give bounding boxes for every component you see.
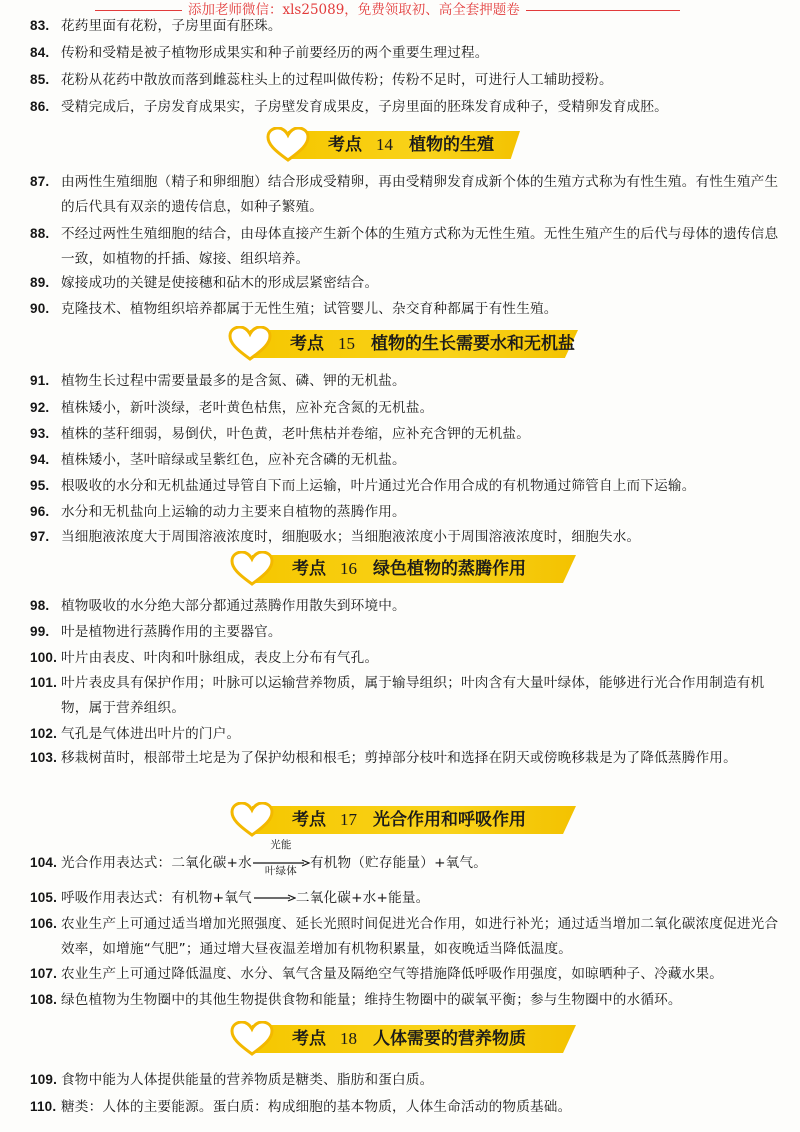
watermark-text: 添加老师微信：xls25089，免费领取初、高全套押题卷 bbox=[182, 0, 526, 20]
list-item: 102. 气孔是气体进出叶片的门户。 bbox=[30, 726, 241, 742]
section-title: 考点 15 植物的生长需要水和无机盐 bbox=[290, 334, 575, 354]
section-banner bbox=[266, 127, 520, 161]
list-item: 91. 植物生长过程中需要量最多的是含氮、磷、钾的无机盐。 bbox=[30, 373, 406, 389]
list-item: 83. 花药里面有花粉，子房里面有胚珠。 bbox=[30, 18, 282, 34]
list-item: 95. 根吸收的水分和无机盐通过导管自下而上运输，叶片通过光合作用合成的有机物通过筛管自上而下运输。 bbox=[30, 478, 696, 494]
section-title: 考点 18 人体需要的营养物质 bbox=[292, 1029, 526, 1049]
list-item: 103. 移栽树苗时，根部带土坨是为了保护幼根和根毛；剪掉部分枝叶和选择在阴天或傍晚移栽是为了降低蒸腾作用。 bbox=[30, 750, 737, 766]
list-item: 92. 植株矮小，新叶淡绿，老叶黄色枯焦，应补充含氮的无机盐。 bbox=[30, 400, 434, 416]
list-item: 88. 不经过两性生殖细胞的结合，由母体直接产生新个体的生殖方式称为无性生殖。无性生殖产生的后代与母体的遗传信息一致，如植物的扦插、嫁接、组织培养。 bbox=[30, 226, 779, 267]
section-title: 考点 14 植物的生殖 bbox=[328, 135, 494, 155]
list-item: 100. 叶片由表皮、叶肉和叶脉组成，表皮上分布有气孔。 bbox=[30, 650, 379, 666]
list-item: 89. 嫁接成功的关键是使接穗和砧木的形成层紧密结合。 bbox=[30, 275, 379, 291]
section-banner bbox=[230, 802, 576, 836]
list-item: 101. 叶片表皮具有保护作用；叶脉可以运输营养物质，属于输导组织；叶肉含有大量叶绿体，能够进行光合作用制造有机物，属于营养组织。 bbox=[30, 675, 765, 716]
list-item: 96. 水分和无机盐向上运输的动力主要来自植物的蒸腾作用。 bbox=[30, 504, 406, 520]
section-banner bbox=[228, 326, 578, 360]
section-banner bbox=[230, 551, 576, 585]
list-item: 84. 传粉和受精是被子植物形成果实和种子前要经历的两个重要生理过程。 bbox=[30, 45, 489, 61]
list-item: 99. 叶是植物进行蒸腾作用的主要器官。 bbox=[30, 624, 282, 640]
heart-icon bbox=[230, 551, 274, 587]
formula-respiration: 105. 呼吸作用表达式：有机物+氧气 二氧化碳+水+能量。 bbox=[30, 890, 430, 906]
list-item: 86. 受精完成后，子房发育成果实，子房壁发育成果皮，子房里面的胚珠发育成种子，受精卵发育成胚。 bbox=[30, 99, 668, 115]
section-title: 考点 17 光合作用和呼吸作用 bbox=[292, 810, 526, 830]
arrow-icon bbox=[252, 893, 296, 903]
reaction-arrow: 光能 叶绿体 bbox=[252, 853, 310, 873]
heart-icon bbox=[266, 127, 310, 163]
list-item: 97. 当细胞液浓度大于周围溶液浓度时，细胞吸水；当细胞液浓度小于周围溶液浓度时，细胞失水。 bbox=[30, 529, 641, 545]
formula-photosynthesis: 104. 光合作用表达式：二氧化碳+水 光能 叶绿体 有机物（贮存能量）+氧气。 bbox=[30, 839, 488, 877]
section-title: 考点 16 绿色植物的蒸腾作用 bbox=[292, 559, 526, 579]
heart-icon bbox=[230, 802, 274, 838]
heart-icon bbox=[228, 326, 272, 362]
list-item: 94. 植株矮小，茎叶暗绿或呈紫红色，应补充含磷的无机盐。 bbox=[30, 452, 406, 468]
section-banner bbox=[230, 1021, 576, 1055]
list-item: 110. 糖类：人体的主要能源。蛋白质：构成细胞的基本物质，人体生命活动的物质基础。 bbox=[30, 1099, 572, 1115]
list-item: 107. 农业生产上可通过降低温度、水分、氧气含量及隔绝空气等措施降低呼吸作用强度，如晾晒种子、冷藏水果。 bbox=[30, 966, 724, 982]
list-item: 87. 由两性生殖细胞（精子和卵细胞）结合形成受精卵，再由受精卵发育成新个体的生殖方式称为有性生殖。有性生殖产生的后代具有双亲的遗传信息，如种子繁殖。 bbox=[30, 174, 779, 215]
list-item: 109. 食物中能为人体提供能量的营养物质是糖类、脂肪和蛋白质。 bbox=[30, 1072, 434, 1088]
list-item: 93. 植株的茎秆细弱，易倒伏，叶色黄，老叶焦枯并卷缩，应补充含钾的无机盐。 bbox=[30, 426, 530, 442]
list-item: 108. 绿色植物为生物圈中的其他生物提供食物和能量；维持生物圈中的碳氧平衡；参与生物圈中的水循环。 bbox=[30, 992, 682, 1008]
list-item: 90. 克隆技术、植物组织培养都属于无性生殖；试管婴儿、杂交育种都属于有性生殖。 bbox=[30, 301, 558, 317]
list-item: 85. 花粉从花药中散放而落到雌蕊柱头上的过程叫做传粉；传粉不足时，可进行人工辅助授粉。 bbox=[30, 72, 613, 88]
list-item: 106. 农业生产上可通过适当增加光照强度、延长光照时间促进光合作用，如进行补光；通过适当增加二氧化碳浓度促进光合效率，如增施“气肥”；通过增大昼夜温差增加有机物积累量，如夜晚适当降低温度。 bbox=[30, 916, 779, 957]
heart-icon bbox=[230, 1021, 274, 1057]
list-item: 98. 植物吸收的水分绝大部分都通过蒸腾作用散失到环境中。 bbox=[30, 598, 406, 614]
